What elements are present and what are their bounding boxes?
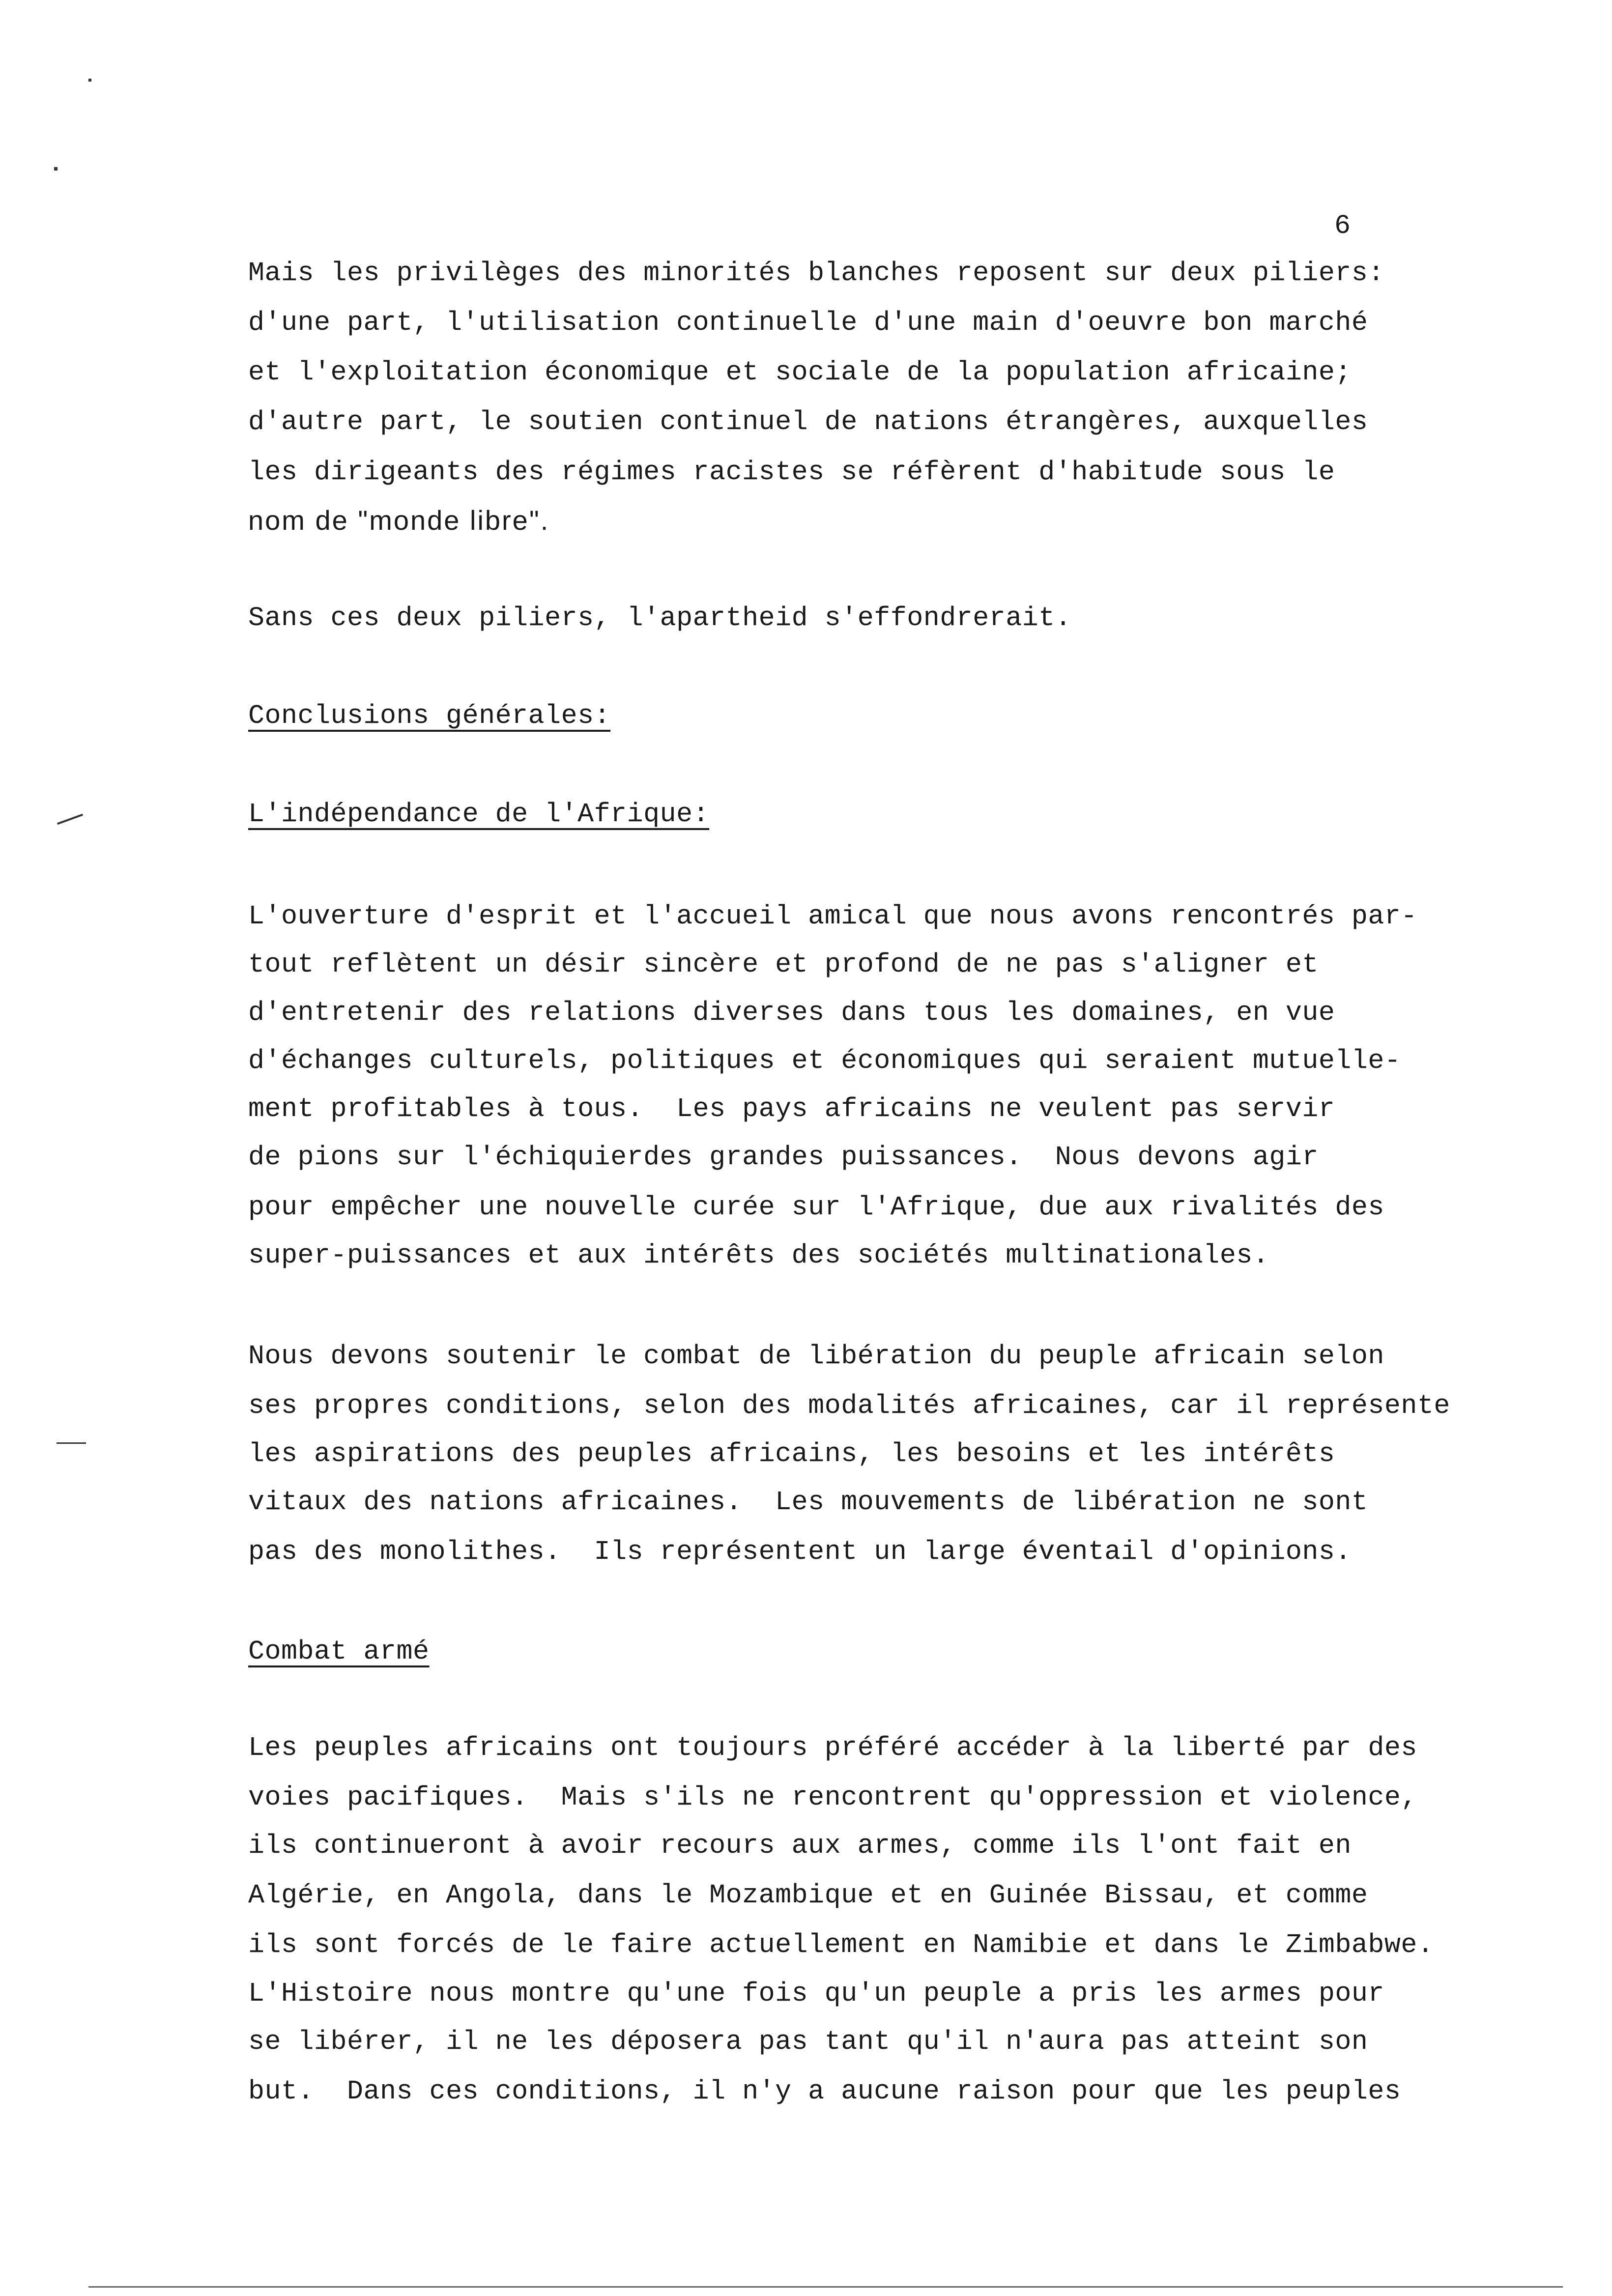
text-line: vitaux des nations africaines. Les mouvements de libération ne sont bbox=[248, 1487, 1368, 1518]
section-heading: Conclusions générales: bbox=[248, 700, 611, 731]
text-line: et l'exploitation économique et sociale de la population africaine; bbox=[248, 357, 1352, 388]
section-heading: L'indépendance de l'Afrique: bbox=[248, 799, 710, 830]
page-number: 6 bbox=[1334, 210, 1351, 241]
text-line: Algérie, en Angola, dans le Mozambique et en Guinée Bissau, et comme bbox=[248, 1880, 1368, 1911]
text-line: tout reflètent un désir sincère et profond de ne pas s'aligner et bbox=[248, 949, 1319, 980]
text-line: d'entretenir des relations diverses dans tous les domaines, en vue bbox=[248, 997, 1335, 1028]
text-line: se libérer, il ne les déposera pas tant qu'il n'aura pas atteint son bbox=[248, 2026, 1368, 2057]
text-line: ment profitables à tous. Les pays africains ne veulent pas servir bbox=[248, 1093, 1335, 1124]
text-line: voies pacifiques. Mais s'ils ne rencontrent qu'oppression et violence, bbox=[248, 1782, 1417, 1813]
text-line: nom de "monde libre". bbox=[248, 505, 550, 536]
text-line: Les peuples africains ont toujours préféré accéder à la liberté par des bbox=[248, 1732, 1417, 1763]
text-line: d'autre part, le soutien continuel de nations étrangères, auxquelles bbox=[248, 406, 1368, 437]
text-line: pour empêcher une nouvelle curée sur l'Afrique, due aux rivalités des bbox=[248, 1192, 1384, 1223]
text-line: L'ouverture d'esprit et l'accueil amical que nous avons rencontrés par- bbox=[248, 901, 1417, 932]
text-line: les aspirations des peuples africains, les besoins et les intérêts bbox=[248, 1438, 1335, 1469]
text-line: les dirigeants des régimes racistes se réfèrent d'habitude sous le bbox=[248, 457, 1335, 488]
text-line: ils continueront à avoir recours aux armes, comme ils l'ont fait en bbox=[248, 1830, 1352, 1861]
page-bottom-rule bbox=[88, 2286, 1563, 2288]
text-line: Mais les privilèges des minorités blanches reposent sur deux piliers: bbox=[248, 258, 1384, 288]
text-line: L'Histoire nous montre qu'une fois qu'un peuple a pris les armes pour bbox=[248, 1978, 1384, 2009]
scan-mark bbox=[88, 79, 91, 82]
text-line: Nous devons soutenir le combat de libération du peuple africain selon bbox=[248, 1341, 1384, 1372]
text-line: d'échanges culturels, politiques et économiques qui seraient mutuelle- bbox=[248, 1045, 1401, 1076]
margin-dash bbox=[57, 1442, 86, 1444]
text-line: but. Dans ces conditions, il n'y a aucune raison pour que les peuples bbox=[248, 2076, 1401, 2107]
scan-mark bbox=[54, 167, 58, 171]
text-line: ils sont forcés de le faire actuellement en Namibie et dans le Zimbabwe. bbox=[248, 1929, 1434, 1960]
text-line: Sans ces deux piliers, l'apartheid s'effondrerait. bbox=[248, 603, 1072, 633]
text-line: ses propres conditions, selon des modalités africaines, car il représente bbox=[248, 1390, 1450, 1421]
text-line: super-puissances et aux intérêts des sociétés multinationales. bbox=[248, 1240, 1269, 1271]
margin-bracket bbox=[57, 814, 83, 825]
text-line: pas des monolithes. Ils représentent un large éventail d'opinions. bbox=[248, 1536, 1352, 1567]
text-line: d'une part, l'utilisation continuelle d'une main d'oeuvre bon marché bbox=[248, 307, 1368, 338]
text-line: de pions sur l'échiquierdes grandes puissances. Nous devons agir bbox=[248, 1142, 1319, 1173]
section-heading: Combat armé bbox=[248, 1636, 430, 1667]
